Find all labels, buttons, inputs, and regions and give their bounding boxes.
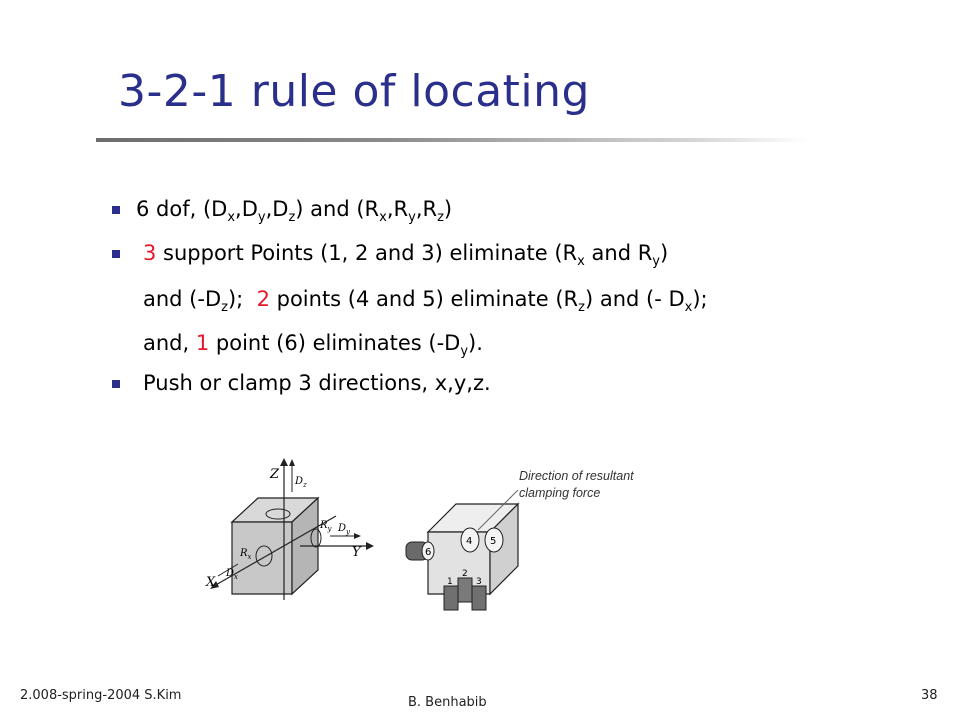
clamping-force-caption: Direction of resultant clamping force: [519, 469, 634, 500]
dof-cube-diagram: [200, 452, 400, 612]
dof-cube-figure: [200, 452, 400, 616]
pin-3-body: [472, 586, 486, 610]
label-dz: $D_z$: [295, 476, 307, 489]
y-axis-arrow: [366, 542, 374, 550]
page-number: 38: [921, 688, 938, 703]
dy-arrowhead: [354, 533, 361, 539]
bullet-marker: [112, 250, 120, 258]
label-y: Y: [352, 545, 361, 560]
pin-1-body: [444, 586, 458, 610]
label-dx: $D_x$: [226, 568, 238, 581]
label-pin-5: 5: [490, 536, 497, 547]
label-pin-1: 1: [447, 577, 453, 587]
dz-arrowhead: [289, 459, 295, 466]
bullet-continuation: and, 1 point (6) eliminates $(-D_y)$.: [143, 331, 483, 359]
slide-title: 3-2-1 rule of locating: [118, 66, 590, 117]
bullet-marker: [112, 206, 120, 214]
label-pin-4: 4: [466, 536, 473, 547]
label-pin-6: 6: [425, 547, 432, 558]
footer-course: 2.008-spring-2004 S.Kim: [20, 688, 182, 703]
locating-pins-figure: [398, 490, 528, 619]
label-rx: $R_x$: [240, 548, 252, 561]
bullet-continuation: and $(-D_z)$; 2 points (4 and 5) eliminate $(R_z)$ and (- $D_x$);: [143, 287, 708, 315]
bullet-marker: [112, 380, 120, 388]
label-ry: $R_y$: [320, 520, 332, 533]
footer-author: B. Benhabib: [408, 695, 487, 710]
label-x: X: [206, 575, 216, 590]
bullet-item-support-points: 3 support Points (1, 2 and 3) eliminate ($R_x$ and $R_y$): [143, 241, 669, 269]
z-axis-arrow: [280, 458, 288, 466]
pin-2-body: [458, 578, 472, 602]
bullet-item-push-clamp: Push or clamp 3 directions, x,y,z.: [143, 371, 491, 395]
label-dy: $D_y$: [338, 523, 350, 536]
locating-pins-diagram: [398, 490, 528, 615]
label-z: Z: [270, 467, 280, 482]
label-pin-3: 3: [476, 577, 482, 587]
label-pin-2: 2: [462, 569, 468, 579]
bullet-item-dof: 6 dof, $(D_x,D_y,D_z)$ and $(R_x,R_y,R_z)$: [136, 197, 453, 225]
title-underline: [96, 138, 808, 142]
